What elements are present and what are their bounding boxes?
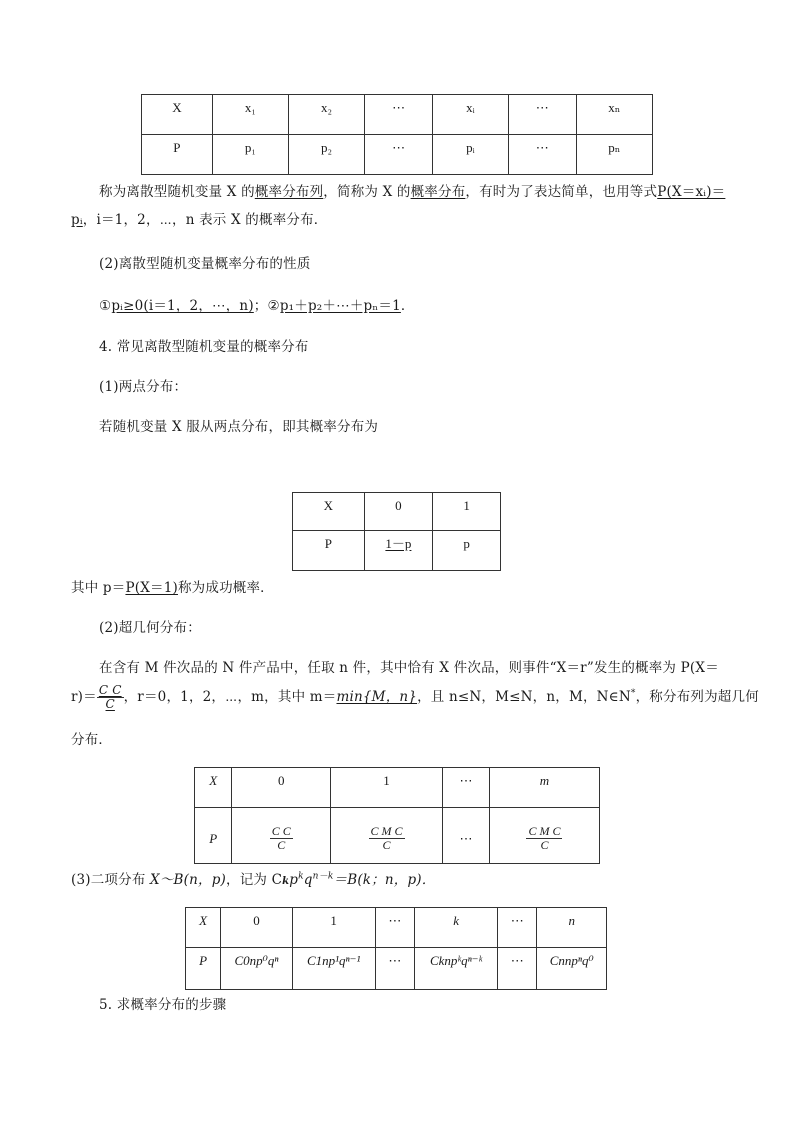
section-4-1-text: 若随机变量 X 服从两点分布，即其概率分布为 [99, 419, 379, 435]
text: ；② [253, 298, 280, 314]
fraction [526, 825, 562, 852]
text: p [289, 872, 299, 888]
text: ，简称为 X 的 [323, 184, 411, 200]
table4-header-5: ⋯ [498, 908, 537, 948]
table4-header-3: ⋯ [375, 908, 414, 948]
fraction [369, 825, 405, 852]
hypergeometric-line2 [71, 684, 759, 711]
frac-num: C M C [370, 823, 403, 838]
frac-den: C [105, 697, 115, 712]
table1-header-6: xₙ [576, 95, 652, 135]
frac-num: C C [98, 683, 122, 697]
table1-header-4: xᵢ [432, 95, 508, 135]
table2-cell-1: 1－p [364, 531, 433, 571]
table4-cell-2: C1np¹qⁿ⁻¹ [292, 948, 375, 990]
success-prob: P(X＝1) [125, 580, 178, 596]
table1-header-5: ⋯ [508, 95, 576, 135]
table4-header-0: X [186, 908, 221, 948]
hypergeometric-table [194, 767, 600, 864]
frac-num: C M C [528, 823, 561, 838]
table1-cell-2: p₂ [288, 135, 364, 175]
table3-header-3: ⋯ [442, 768, 489, 808]
table3-header-1: 0 [232, 768, 331, 808]
text: ，有时为了表达简单，也用等式 [465, 184, 658, 200]
table1-header-3: ⋯ [365, 95, 433, 135]
section-properties-title: (2)离散型随机变量概率分布的性质 [99, 256, 311, 272]
frac-num: C C [271, 823, 291, 838]
fraction [270, 825, 293, 852]
text: ，r＝0，1，2，⋯，m，其中 m＝ [123, 689, 337, 706]
frac-den: C [277, 838, 286, 852]
text: ＝B(k；n，p)． [333, 872, 436, 888]
success-probability-line [71, 576, 274, 596]
table3-cell-3: ⋯ [442, 808, 489, 864]
table1-cell-6: pₙ [576, 135, 652, 175]
table3-cell-2 [331, 808, 443, 864]
text: 称为成功概率． [177, 580, 274, 596]
table4-header-4: k [415, 908, 498, 948]
table1-cell-4: pᵢ [432, 135, 508, 175]
table4-cell-4: Cknpᵏqⁿ⁻ᵏ [415, 948, 498, 990]
frac-den: C [382, 838, 391, 852]
definition-paragraph-line1 [99, 180, 725, 200]
text: ，记为 C [226, 872, 283, 888]
table4-cell-5: ⋯ [498, 948, 537, 990]
table1-header-0: X [142, 95, 213, 135]
table3-cell-1 [232, 808, 331, 864]
property-sum-one: p₁＋p₂＋⋯＋pₙ＝1 [279, 298, 401, 314]
section-5-title: 5. 求概率分布的步骤 [99, 997, 227, 1013]
frac-den: C [540, 838, 549, 852]
term-distribution: 概率分布 [410, 184, 466, 200]
table4-cell-6: Cnnpⁿq⁰ [537, 948, 607, 990]
binomial-table [185, 907, 607, 990]
table3-header-2: 1 [331, 768, 443, 808]
formula-px: P(X＝xᵢ)＝ [657, 184, 726, 200]
hypergeometric-line1: 在含有 M 件次品的 N 件产品中，任取 n 件，其中恰有 X 件次品，则事件“X＝r”发生的概率为 P(X＝ [99, 660, 719, 676]
property-nonnegative: pᵢ≥0(i＝1，2，⋯，n) [111, 298, 254, 314]
binomial-notation: X～B(n，p) [150, 872, 227, 888]
section-4-2-title: (2)超几何分布： [99, 620, 201, 636]
hypergeometric-line3: 分布． [71, 732, 113, 748]
two-point-distribution-table [292, 492, 501, 571]
table2-cell-2: p [433, 531, 501, 571]
table1-header-2: x₂ [288, 95, 364, 135]
hypergeometric-fraction [97, 684, 124, 711]
text: 称为离散型随机变量 X 的 [99, 184, 255, 200]
table3-header-0: X [195, 768, 232, 808]
table2-header-1: 0 [364, 493, 433, 531]
table1-cell-0: P [142, 135, 213, 175]
table4-header-1: 0 [221, 908, 292, 948]
properties-line [99, 294, 415, 314]
section-4-title: 4. 常见离散型随机变量的概率分布 [99, 339, 309, 355]
superscript-star: * [630, 688, 636, 699]
sup: k [298, 871, 304, 882]
table1-cell-3: ⋯ [365, 135, 433, 175]
table2-header-2: 1 [433, 493, 501, 531]
table4-cell-0: P [186, 948, 221, 990]
sup: n－k [312, 871, 334, 882]
table3-header-4: m [489, 768, 599, 808]
table1-cell-5: ⋯ [508, 135, 576, 175]
formula-pi: pᵢ [71, 212, 83, 228]
text: ，称分布列为超几何 [635, 689, 759, 706]
table4-header-2: 1 [292, 908, 375, 948]
text: ，i＝1，2，⋯，n 表示 X 的概率分布． [82, 212, 328, 228]
text: (3)二项分布 [71, 872, 151, 888]
table2-cell-0: P [293, 531, 365, 571]
table2-header-0: X [293, 493, 365, 531]
text: ① [99, 298, 112, 314]
term-distribution-list: 概率分布列 [254, 184, 324, 200]
text: q [303, 872, 313, 888]
table1-cell-1: p₁ [212, 135, 288, 175]
distribution-table-general [141, 94, 653, 175]
text: r)＝ [71, 689, 97, 706]
k-sub: k [282, 876, 290, 887]
text: 其中 p＝ [71, 580, 126, 596]
table4-header-6: n [537, 908, 607, 948]
table4-cell-1: C0np⁰qⁿ [221, 948, 292, 990]
definition-paragraph-line2 [71, 208, 328, 228]
table4-cell-3: ⋯ [375, 948, 414, 990]
section-4-1-title: (1)两点分布： [99, 379, 188, 395]
table3-cell-4 [489, 808, 599, 864]
binomial-line [71, 868, 435, 888]
table3-row-label: P [195, 808, 232, 864]
text: ，且 n≤N，M≤N，n，M，N∈N [417, 689, 631, 706]
min-expression: min{M，n} [336, 689, 418, 706]
table1-header-1: x₁ [212, 95, 288, 135]
text: ． [400, 298, 415, 314]
